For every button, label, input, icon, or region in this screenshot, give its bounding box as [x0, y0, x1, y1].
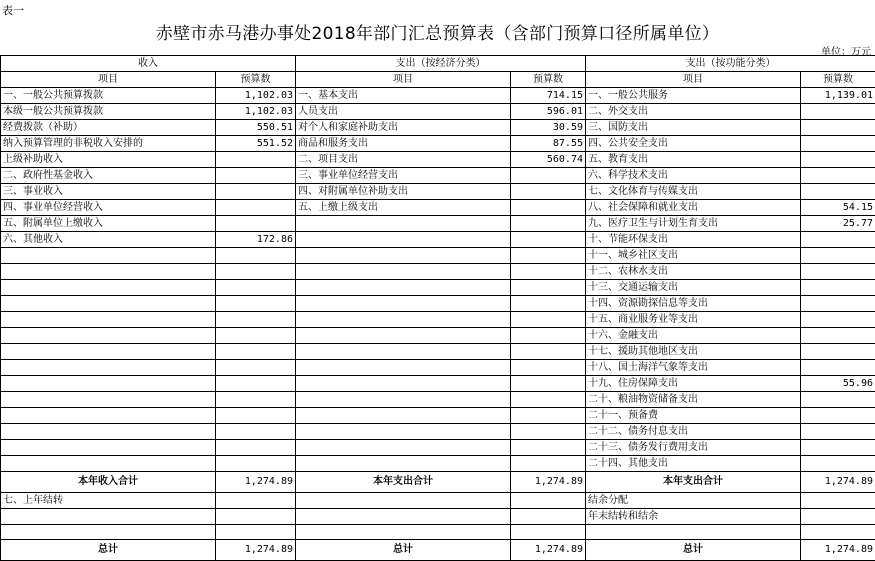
table-row [1, 392, 875, 408]
income-item [1, 440, 216, 456]
income-amount [216, 248, 296, 264]
func-amount [801, 408, 875, 424]
func-item: 十七、援助其他地区支出 [586, 344, 801, 360]
table-row [1, 232, 875, 248]
income-amount [216, 328, 296, 344]
income-amount [216, 152, 296, 168]
econ-amount [511, 296, 586, 312]
table-row [1, 184, 875, 200]
unit-label: 单位：万元 [821, 43, 871, 58]
func-item: 二十三、债务发行费用支出 [586, 440, 801, 456]
econ-amount [511, 408, 586, 424]
income-item: 二、政府性基金收入 [1, 168, 216, 184]
econ-amount [511, 509, 586, 525]
page-title: 赤壁市赤马港办事处2018年部门汇总预算表（含部门预算口径所属单位） [0, 19, 875, 44]
func-amount [801, 440, 875, 456]
func-total-label: 本年支出合计 [586, 472, 801, 493]
econ-item: 人员支出 [296, 104, 511, 120]
econ-total-label: 本年支出合计 [296, 472, 511, 493]
func-amount [801, 328, 875, 344]
section-expense-economic: 支出（按经济分类） [296, 56, 586, 72]
income-item [1, 392, 216, 408]
table-row [1, 88, 875, 104]
func-amount [801, 232, 875, 248]
spacer-row [1, 525, 875, 540]
econ-amount [511, 392, 586, 408]
func-amount [801, 509, 875, 525]
econ-amount: 560.74 [511, 152, 586, 168]
table-row [1, 376, 875, 392]
func-amount [801, 264, 875, 280]
func-amount [801, 493, 875, 509]
table-row [1, 424, 875, 440]
func-item: 九、医疗卫生与计划生育支出 [586, 216, 801, 232]
income-amount: 172.86 [216, 232, 296, 248]
spacer-cell [586, 525, 801, 540]
func-item: 二十、粮油物资储备支出 [586, 392, 801, 408]
econ-item [296, 344, 511, 360]
econ-amount [511, 264, 586, 280]
income-amount [216, 216, 296, 232]
econ-amount [511, 232, 586, 248]
spacer-cell [1, 525, 216, 540]
income-item [1, 312, 216, 328]
income-item: 三、事业收入 [1, 184, 216, 200]
func-amount [801, 120, 875, 136]
func-item: 二十一、预备费 [586, 408, 801, 424]
func-amount [801, 184, 875, 200]
col-header-item: 项目 [1, 72, 216, 88]
income-amount [216, 264, 296, 280]
income-amount [216, 280, 296, 296]
income-amount: 1,102.03 [216, 104, 296, 120]
income-item [1, 360, 216, 376]
func-amount [801, 296, 875, 312]
income-item [1, 280, 216, 296]
func-amount [801, 152, 875, 168]
econ-grand-total-value: 1,274.89 [511, 540, 586, 561]
func-item: 二十二、债务付息支出 [586, 424, 801, 440]
income-amount [216, 360, 296, 376]
income-item [1, 424, 216, 440]
income-amount [216, 200, 296, 216]
income-item: 六、其他收入 [1, 232, 216, 248]
table-row [1, 152, 875, 168]
income-grand-total-label: 总计 [1, 540, 216, 561]
econ-item: 三、事业单位经营支出 [296, 168, 511, 184]
table-row [1, 328, 875, 344]
func-amount [801, 104, 875, 120]
econ-amount [511, 424, 586, 440]
econ-amount: 30.59 [511, 120, 586, 136]
econ-item [296, 328, 511, 344]
func-item: 四、公共安全支出 [586, 136, 801, 152]
func-amount: 55.96 [801, 376, 875, 392]
econ-amount [511, 328, 586, 344]
income-item [1, 344, 216, 360]
func-amount [801, 312, 875, 328]
income-item: 五、附属单位上缴收入 [1, 216, 216, 232]
table-row [1, 120, 875, 136]
func-item: 七、文化体育与传媒支出 [586, 184, 801, 200]
func-item: 十三、交通运输支出 [586, 280, 801, 296]
income-amount [216, 440, 296, 456]
table-body [1, 88, 875, 472]
econ-item [296, 440, 511, 456]
func-item: 十九、住房保障支出 [586, 376, 801, 392]
func-amount [801, 360, 875, 376]
func-item: 十八、国土海洋气象等支出 [586, 360, 801, 376]
income-amount [216, 424, 296, 440]
table-row [1, 248, 875, 264]
econ-item [296, 509, 511, 525]
table-row [1, 264, 875, 280]
func-item: 二十四、其他支出 [586, 456, 801, 472]
econ-amount [511, 216, 586, 232]
col-header-amount: 预算数 [216, 72, 296, 88]
income-item: 本级一般公共预算拨款 [1, 104, 216, 120]
econ-item [296, 216, 511, 232]
func-amount [801, 136, 875, 152]
table-row [1, 456, 875, 472]
spacer-cell [511, 525, 586, 540]
income-amount: 550.51 [216, 120, 296, 136]
func-total-value: 1,274.89 [801, 472, 875, 493]
econ-item [296, 248, 511, 264]
func-grand-total-value: 1,274.89 [801, 540, 875, 561]
income-amount [216, 184, 296, 200]
income-grand-total-value: 1,274.89 [216, 540, 296, 561]
table-row [1, 136, 875, 152]
income-item [1, 408, 216, 424]
column-header-row [1, 72, 875, 88]
econ-amount: 87.55 [511, 136, 586, 152]
income-item: 七、上年结转 [1, 493, 216, 509]
econ-amount [511, 376, 586, 392]
income-item [1, 509, 216, 525]
income-item [1, 376, 216, 392]
econ-item: 一、基本支出 [296, 88, 511, 104]
econ-grand-total-label: 总计 [296, 540, 511, 561]
budget-table [0, 55, 875, 561]
econ-total-value: 1,274.89 [511, 472, 586, 493]
func-item: 结余分配 [586, 493, 801, 509]
income-item: 经费拨款（补助） [1, 120, 216, 136]
econ-item [296, 376, 511, 392]
income-item: 纳入预算管理的非税收入安排的 [1, 136, 216, 152]
econ-amount [511, 493, 586, 509]
econ-item [296, 264, 511, 280]
econ-amount: 596.01 [511, 104, 586, 120]
income-item [1, 248, 216, 264]
table-row [1, 200, 875, 216]
func-amount [801, 344, 875, 360]
income-item: 一、一般公共预算拨款 [1, 88, 216, 104]
econ-item [296, 493, 511, 509]
col-header-amount: 预算数 [511, 72, 586, 88]
section-income: 收入 [1, 56, 296, 72]
econ-item [296, 456, 511, 472]
func-item: 六、科学技术支出 [586, 168, 801, 184]
grand-total-row [1, 540, 875, 561]
col-header-amount: 预算数 [801, 72, 875, 88]
func-amount: 54.15 [801, 200, 875, 216]
func-amount: 1,139.01 [801, 88, 875, 104]
income-amount [216, 168, 296, 184]
annual-total-row [1, 472, 875, 493]
income-amount [216, 509, 296, 525]
econ-item: 二、项目支出 [296, 152, 511, 168]
income-amount: 551.52 [216, 136, 296, 152]
col-header-item: 项目 [296, 72, 511, 88]
func-item: 十五、商业服务业等支出 [586, 312, 801, 328]
func-amount [801, 424, 875, 440]
econ-amount [511, 200, 586, 216]
econ-amount [511, 248, 586, 264]
func-amount [801, 392, 875, 408]
table-row [1, 493, 875, 509]
table-row [1, 408, 875, 424]
carry-over-rows [1, 493, 875, 525]
econ-amount [511, 168, 586, 184]
econ-item [296, 296, 511, 312]
func-item: 五、教育支出 [586, 152, 801, 168]
income-item: 四、事业单位经营收入 [1, 200, 216, 216]
func-item: 十二、农林水支出 [586, 264, 801, 280]
income-amount [216, 344, 296, 360]
func-item: 一、一般公共服务 [586, 88, 801, 104]
func-amount [801, 248, 875, 264]
econ-item [296, 392, 511, 408]
econ-amount [511, 360, 586, 376]
econ-amount [511, 312, 586, 328]
income-amount [216, 296, 296, 312]
income-amount [216, 376, 296, 392]
econ-amount [511, 280, 586, 296]
func-item: 十、节能环保支出 [586, 232, 801, 248]
func-item: 十四、资源勘探信息等支出 [586, 296, 801, 312]
func-amount [801, 280, 875, 296]
econ-item [296, 360, 511, 376]
econ-item: 对个人和家庭补助支出 [296, 120, 511, 136]
econ-amount [511, 440, 586, 456]
func-item: 三、国防支出 [586, 120, 801, 136]
econ-amount: 714.15 [511, 88, 586, 104]
income-amount: 1,102.03 [216, 88, 296, 104]
income-item [1, 296, 216, 312]
income-item [1, 264, 216, 280]
income-amount [216, 493, 296, 509]
spacer-cell [801, 525, 875, 540]
table-row [1, 440, 875, 456]
table-row [1, 296, 875, 312]
func-item: 十六、金融支出 [586, 328, 801, 344]
table-row [1, 104, 875, 120]
table-row [1, 216, 875, 232]
econ-item [296, 312, 511, 328]
econ-item [296, 408, 511, 424]
econ-amount [511, 184, 586, 200]
table-row [1, 509, 875, 525]
income-item [1, 456, 216, 472]
func-item: 八、社会保障和就业支出 [586, 200, 801, 216]
econ-item: 四、对附属单位补助支出 [296, 184, 511, 200]
econ-item: 五、上缴上级支出 [296, 200, 511, 216]
table-row [1, 280, 875, 296]
table-row [1, 344, 875, 360]
section-header-row [1, 56, 875, 72]
income-amount [216, 456, 296, 472]
income-item: 上级补助收入 [1, 152, 216, 168]
func-item: 年末结转和结余 [586, 509, 801, 525]
func-amount [801, 456, 875, 472]
econ-item [296, 280, 511, 296]
func-item: 二、外交支出 [586, 104, 801, 120]
income-amount [216, 312, 296, 328]
table-row [1, 168, 875, 184]
sheet-label: 表一 [2, 2, 24, 18]
econ-amount [511, 456, 586, 472]
income-total-label: 本年收入合计 [1, 472, 216, 493]
func-amount: 25.77 [801, 216, 875, 232]
func-grand-total-label: 总计 [586, 540, 801, 561]
col-header-item: 项目 [586, 72, 801, 88]
econ-item [296, 232, 511, 248]
func-item: 十一、城乡社区支出 [586, 248, 801, 264]
income-amount [216, 392, 296, 408]
econ-item: 商品和服务支出 [296, 136, 511, 152]
econ-amount [511, 344, 586, 360]
table-row [1, 360, 875, 376]
income-amount [216, 408, 296, 424]
table-row [1, 312, 875, 328]
income-item [1, 328, 216, 344]
spacer-cell [216, 525, 296, 540]
spacer-cell [296, 525, 511, 540]
econ-item [296, 424, 511, 440]
func-amount [801, 168, 875, 184]
income-total-value: 1,274.89 [216, 472, 296, 493]
section-expense-functional: 支出（按功能分类） [586, 56, 875, 72]
